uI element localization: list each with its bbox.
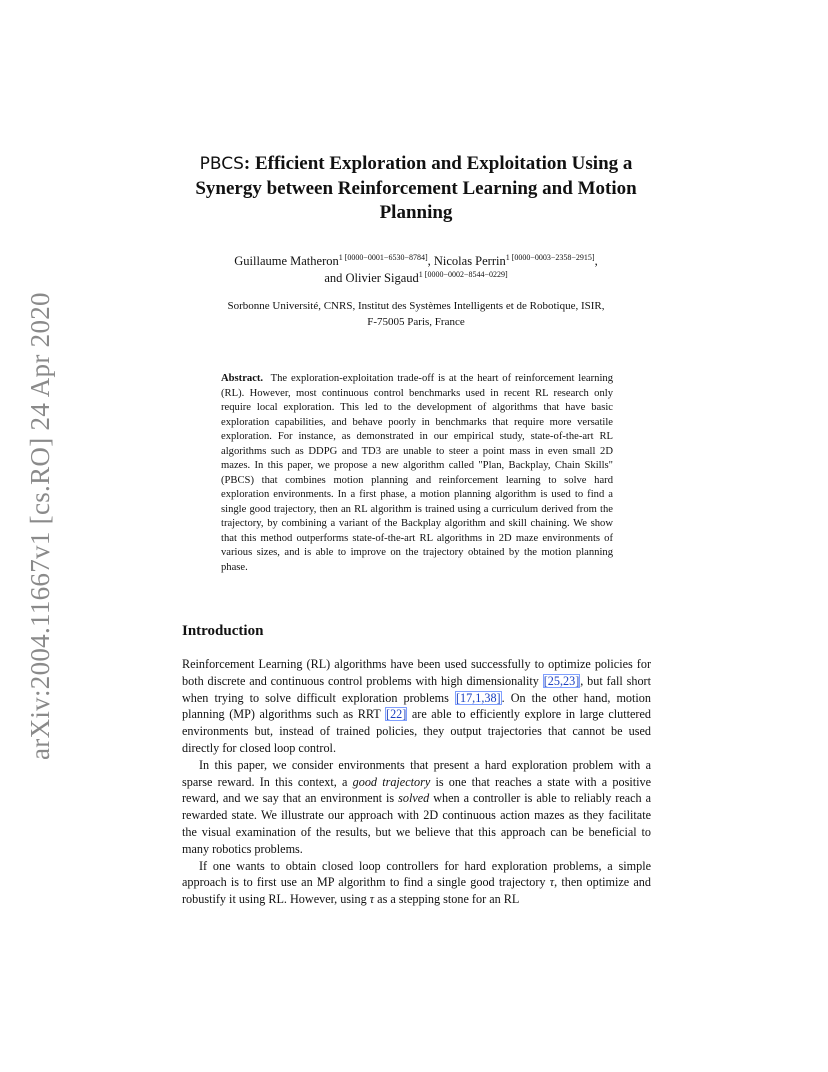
abstract <box>221 372 613 575</box>
author-3-orcid: 1 [0000−0002−8544−0229] <box>418 270 508 279</box>
affiliation-line-2: F-75005 Paris, France <box>367 316 465 328</box>
paragraph-text: are able to efficiently explore in large cluttered environments but, instead of trained policies, they output trajectories that cannot be used directly for closed loop control. <box>182 707 651 755</box>
paragraph-text: Reinforcement Learning (RL) algorithms have been used successfully to optimize policies for both discrete and continuous control problems with high dimensionality <box>182 657 651 688</box>
affiliation <box>190 298 642 330</box>
author-2-name: Nicolas Perrin <box>433 254 506 268</box>
paragraph-text: If one wants to obtain closed loop controllers for hard exploration problems, a simple approach is to first use an MP algorithm to find a single good trajectory <box>182 858 651 890</box>
section-heading-introduction: Introduction <box>182 623 264 639</box>
citation-link[interactable]: [17,1,38] <box>455 690 501 705</box>
paragraph-1 <box>182 656 651 757</box>
paragraph-text: is one that reaches a state with a positive reward, and we say that an environment is <box>182 774 651 806</box>
paragraph-3 <box>182 858 651 908</box>
paragraph-text: , but fall short when trying to solve difficult exploration problems <box>182 673 651 705</box>
paragraph-text: . On the other hand, motion planning (MP) algorithms such as RRT <box>182 690 651 722</box>
emphasis-good-trajectory: good trajectory <box>352 774 431 789</box>
author-3-name: Olivier Sigaud <box>345 271 419 285</box>
paragraph-2 <box>182 757 651 858</box>
affiliation-line-1: Sorbonne Université, CNRS, Institut des Systèmes Intelligents et de Robotique, ISIR, <box>227 300 605 312</box>
paragraph-text: when a controller is able to reliably reach a rewarded state. We illustrate our approach with 2D continuous action mazes as they facilitate the visual examination of the results, but we believe that this approach can be beneficial to many robotics problems. <box>182 791 652 856</box>
emphasis-solved: solved <box>398 791 430 806</box>
paragraph-text: In this paper, we consider environments that present a hard exploration problem with a sparse reward. In this context, a <box>182 757 651 789</box>
abstract-label: Abstract. <box>221 373 264 384</box>
paragraph-text: as a stepping stone for an RL <box>374 892 520 907</box>
citation-link[interactable]: [25,23] <box>543 673 580 688</box>
author-and: and <box>324 271 346 285</box>
paragraph-text: , then optimize and robustify it using RL. However, using <box>182 875 651 907</box>
author-separator: , <box>427 254 434 268</box>
title-main: : Efficient Exploration and Exploitation Using a Synergy between Reinforcement Learning and Motion Planning <box>195 153 637 223</box>
author-list <box>160 253 672 287</box>
tau-symbol: τ <box>369 892 375 907</box>
introduction-body <box>182 656 651 908</box>
citation-link[interactable]: [22] <box>386 707 407 722</box>
author-2-orcid: 1 [0000−0003−2358−2915] <box>505 253 595 262</box>
author-1-name: Guillaume Matheron <box>234 254 339 268</box>
author-1-orcid: 1 [0000−0001−6530−8784] <box>338 253 428 262</box>
author-separator: , <box>594 254 598 268</box>
arxiv-identifier-stamp: arXiv:2004.11667v1 [cs.RO] 24 Apr 2020 <box>25 292 55 760</box>
paper-title <box>182 152 650 226</box>
abstract-text: The exploration-exploitation trade-off is at the heart of reinforcement learning (RL). However, most continuous control benchmarks used in recent RL research only require local exploration. This led to the development of algorithms that have basic exploration capabilities, and behave poorly in benchmarks that require more versatile exploration. For instance, as demonstrated in our empirical study, state-of-the-art RL algorithms such as DDPG and TD3 are unable to steer a point mass in even small 2D mazes. In this paper, we propose a new algorithm called "Plan, Backplay, Chain Skills" (PBCS) that combines motion planning and reinforcement learning to solve hard exploration environments. In a first phase, a motion planning algorithm is used to find a single good trajectory, then an RL algorithm is trained using a curriculum derived from the trajectory, by combining a variant of the Backplay algorithm and skill chaining. We show that this method outperforms state-of-the-art RL algorithms in 2D maze environments of various sizes, and is able to improve on the trajectory obtained by the motion planning phase. <box>221 373 613 573</box>
title-prefix: PBCS <box>199 154 244 174</box>
tau-symbol: τ <box>549 875 555 890</box>
